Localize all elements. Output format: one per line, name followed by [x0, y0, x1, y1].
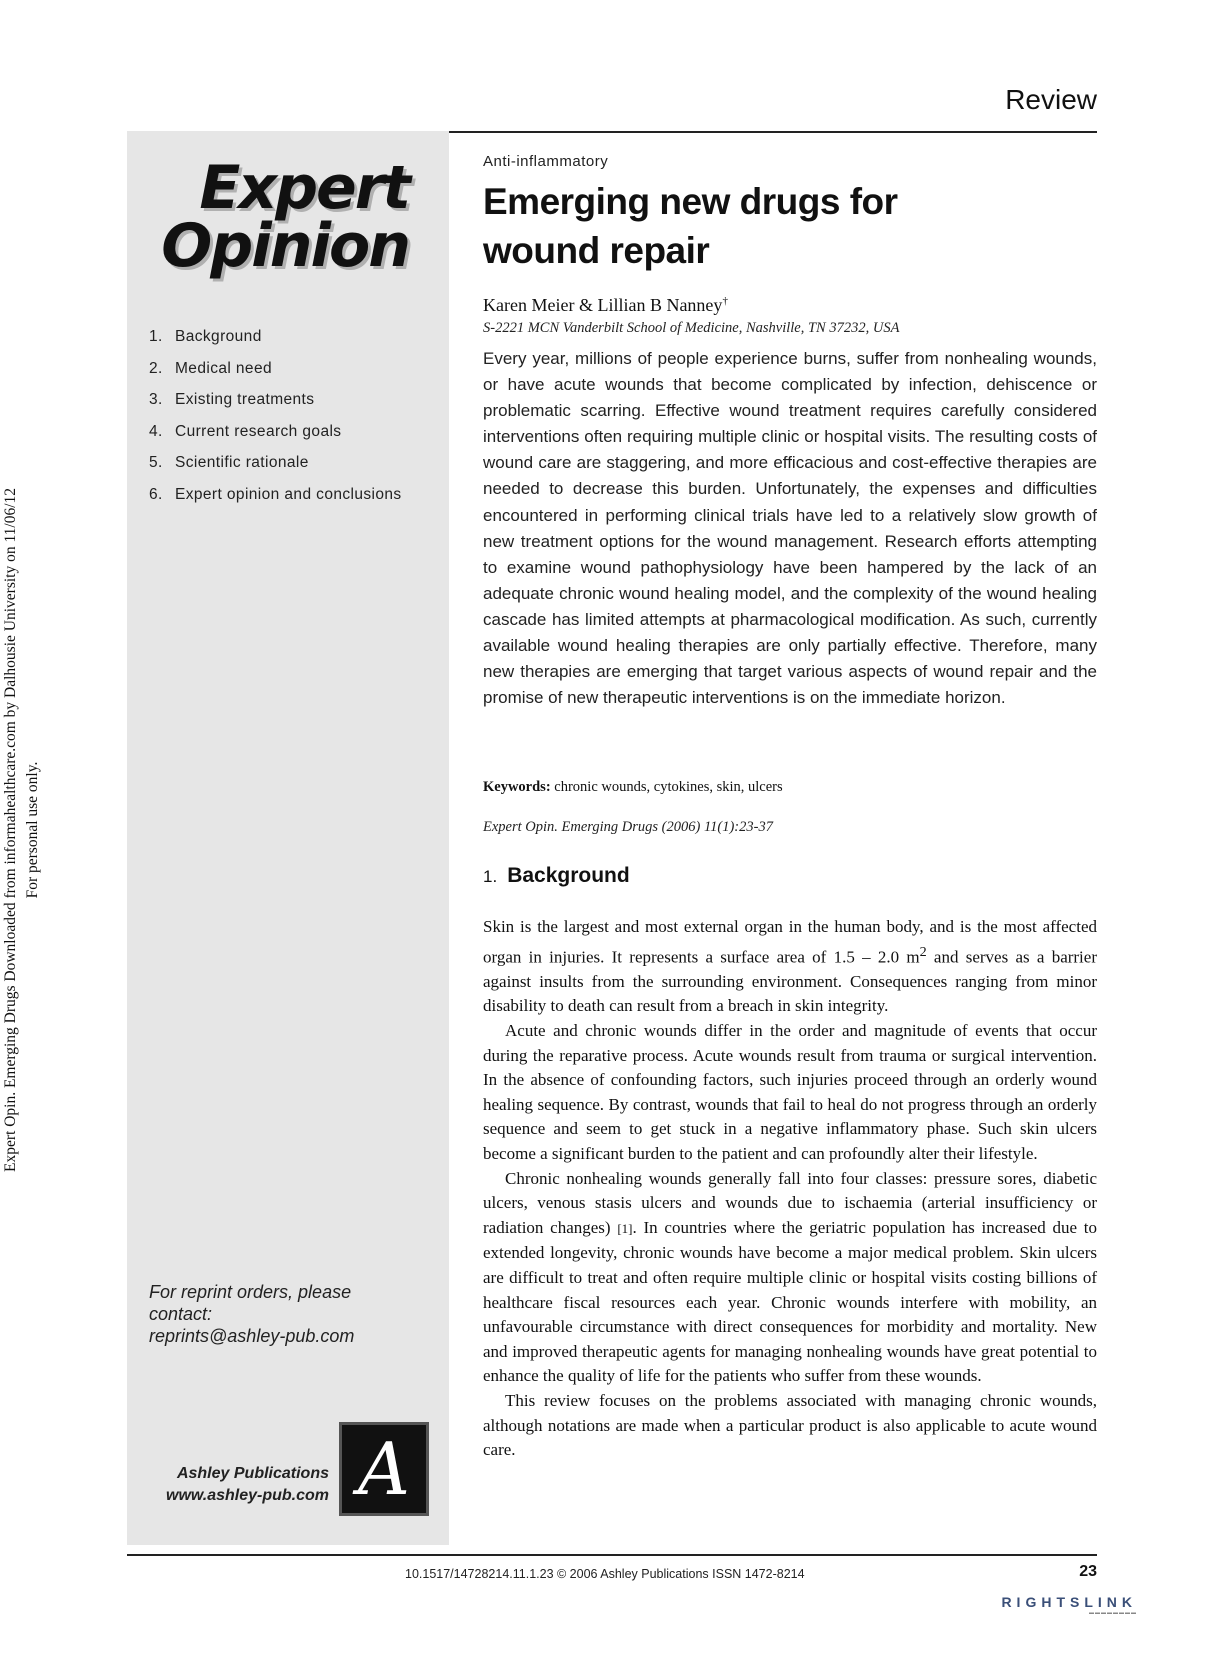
journal-logo: [127, 153, 409, 281]
download-note-line1: Expert Opin. Emerging Drugs Downloaded from informahealthcare.com by Dalhousie University on 11/06/12: [2, 488, 19, 1172]
download-note-line2: For personal use only.: [24, 761, 41, 899]
doi-copyright-line: 10.1517/14728214.11.1.23 © 2006 Ashley Publications ISSN 1472-8214: [405, 1567, 805, 1581]
author-affiliation: S-2221 MCN Vanderbilt School of Medicine, Nashville, TN 37232, USA: [483, 320, 900, 336]
body-text: [483, 915, 1097, 1463]
bottom-divider: [127, 1554, 1097, 1556]
body-paragraph: Chronic nonhealing wounds generally fall into four classes: pressure sores, diabetic ulcers, venous stasis ulcers and wounds due to ischaemia (arterial insufficiency or radiation changes) [1]. In countries where the geriatric population has increased due to extended longevity, chronic wounds have become a major medical problem. Skin ulcers are difficult to treat and often require multiple clinic or hospital visits costing billions of healthcare fiscal resources each year. Chronic wounds interfere with mobility, an unfavourable circumstance with direct consequences for morbidity and mortality. New and improved therapeutic agents for managing nonhealing wounds have great potential to enhance the quality of life for the patients who suffer from these wounds.: [483, 1168, 1097, 1386]
download-note: [0, 440, 60, 1220]
article-category: Anti-inflammatory: [483, 153, 609, 170]
body-paragraph: Skin is the largest and most external organ in the human body, and is the most affected organ in injuries. It represents a surface area of 1.5 – 2.0 $m^2$ and serves as a barrier against insults from the surrounding environment. Consequences ranging from minor disability to death can result from a breach in skin integrity.: [483, 917, 1097, 1016]
reference-link[interactable]: [1]: [617, 1220, 633, 1236]
reprint-email-link[interactable]: reprints@ashley-pub.com: [149, 1326, 355, 1346]
citation: Expert Opin. Emerging Drugs (2006) 11(1):23-37: [483, 819, 773, 835]
page-number: 23: [1079, 1563, 1097, 1580]
body-paragraph: This review focuses on the problems associated with managing chronic wounds, although notations are made when a particular product is also applicable to acute wound care.: [483, 1390, 1097, 1460]
publisher-info: [127, 1463, 329, 1507]
author-list: Karen Meier & Lillian B Nanney†: [483, 295, 728, 315]
abstract: Every year, millions of people experience burns, suffer from nonhealing wounds, or have acute wounds that become complicated by infection, dehiscence or problematic scarring. Effective wound treatment requires carefully considered interventions often requiring multiple clinic or hospital visits. The resulting costs of wound care are staggering, and more efficacious and cost-effective therapies are needed to decrease this burden. Unfortunately, the expenses and difficulties encountered in performing clinical trials have led to a relatively slow growth of new treatment options for the wound management. Research efforts attempting to examine wound pathophysiology have been hampered by the lack of an adequate chronic wound healing model, and the complexity of the wound healing cascade has limited attempts at pharmacological modification. As such, currently available wound healing therapies are only partially effective. Therefore, many new therapies are emerging that target various aspects of wound repair and the promise of new therapeutic interventions is on the immediate horizon.: [483, 349, 1097, 708]
body-paragraph: Acute and chronic wounds differ in the order and magnitude of events that occur during the reparative process. Acute wounds result from trauma or surgical intervention. In the absence of confounding factors, such injuries proceed through an orderly wound healing sequence. By contrast, wounds that fail to heal do not progress through an orderly sequence and seem to get stuck in a negative inflammatory phase. Such skin ulcers become a significant burden to the patient and can profoundly alter their lifestyle.: [483, 1021, 1097, 1163]
keywords: Keywords: chronic wounds, cytokines, skin, ulcers: [483, 779, 783, 795]
logo-line2: Opinion: [161, 211, 409, 281]
article-title: Emerging new drugs for wound repair: [483, 181, 898, 271]
reprint-info: For reprint orders, please contact: reprints@ashley-pub.com: [149, 1281, 439, 1347]
publisher-logo-icon: A: [339, 1422, 429, 1516]
toc-item-current-research-goals[interactable]: 4. Current research goals: [149, 422, 342, 440]
toc-item-medical-need[interactable]: 2. Medical need: [149, 359, 272, 377]
table-of-contents: [149, 321, 402, 510]
publisher-url-link[interactable]: www.ashley-pub.com: [166, 1487, 329, 1504]
toc-item-existing-treatments[interactable]: 3. Existing treatments: [149, 391, 315, 408]
toc-item-scientific-rationale[interactable]: 5. Scientific rationale: [149, 454, 309, 471]
toc-item-expert-opinion[interactable]: 6. Expert opinion and conclusions: [149, 485, 402, 503]
section-heading-background: 1. Background: [483, 864, 630, 887]
toc-item-background[interactable]: 1. Background: [149, 328, 262, 345]
rightslink-logo: RIGHTSLINK ▬▬▬▬▬▬▬▬: [1001, 1594, 1137, 1616]
logo-line1: Expert: [199, 153, 409, 223]
corresponding-author-mark: †: [722, 295, 728, 307]
section-label: Review: [1005, 84, 1097, 115]
publisher-name: Ashley Publications: [176, 1465, 329, 1482]
sidebar: [127, 131, 449, 1545]
